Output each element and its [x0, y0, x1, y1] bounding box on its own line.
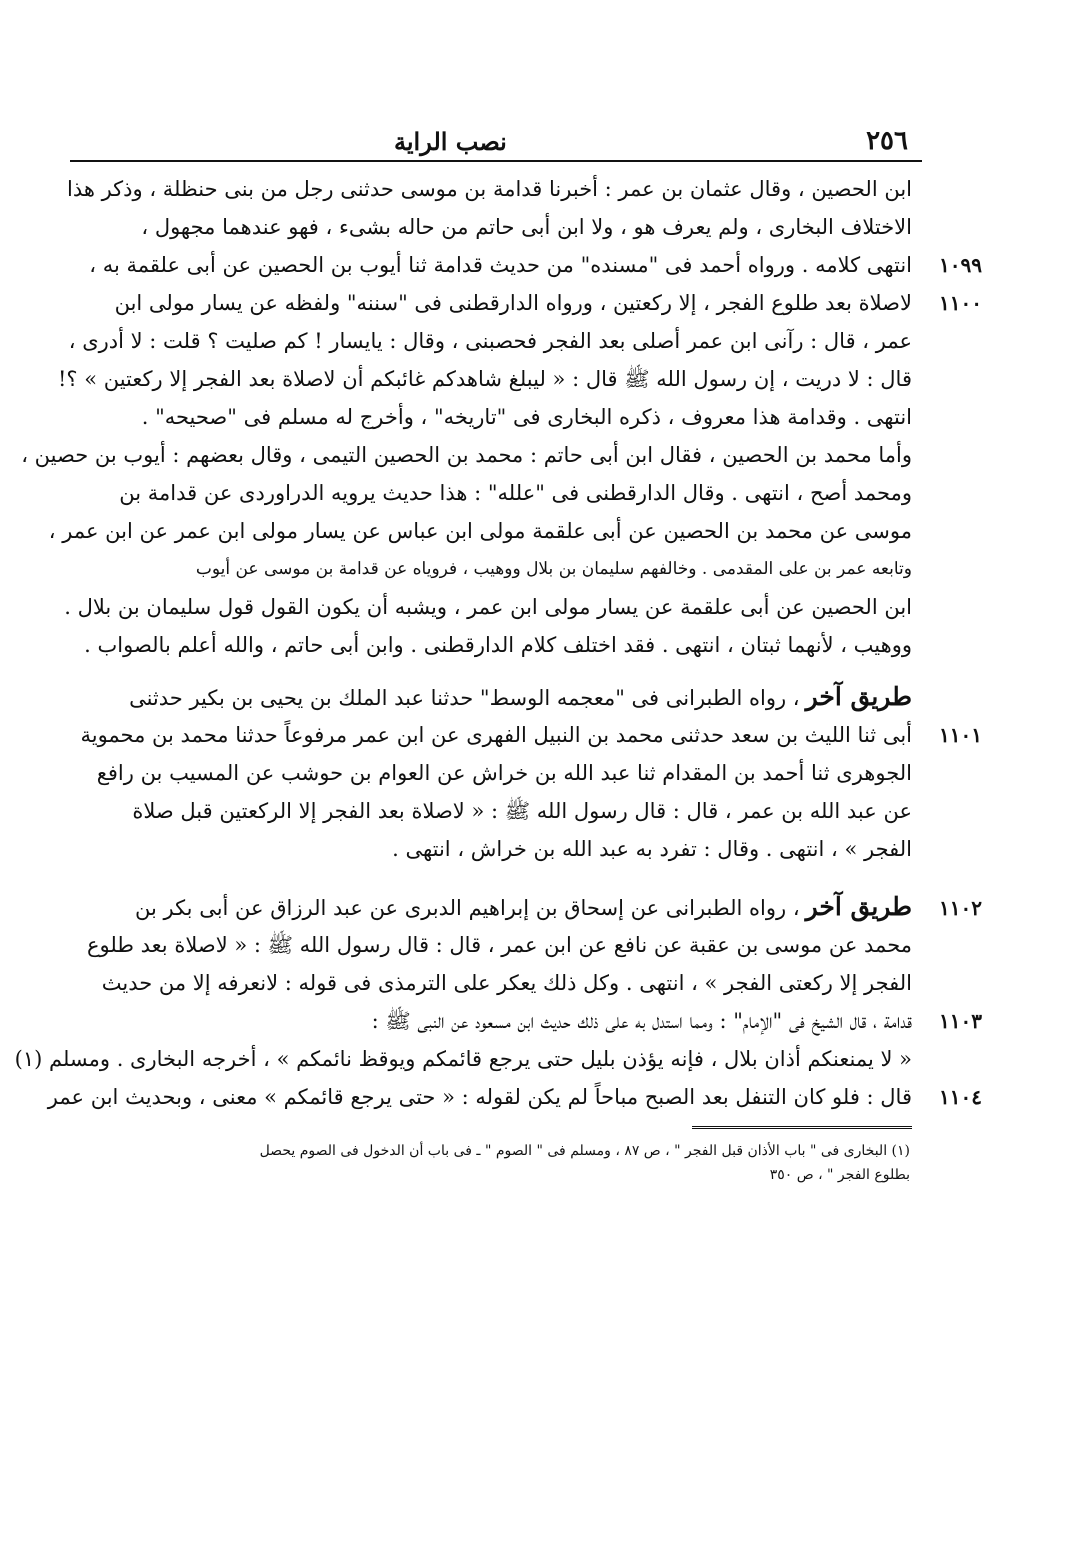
- section-lead: طريق آخر: [805, 892, 912, 921]
- line-content: قال : فلو كان التنفل بعد الصبح مباحاً لم يكن لقوله : « حتى يرجع قائمكم » معنى ، وبحديث ابن عمر: [47, 1085, 912, 1109]
- text-line: [70, 678, 912, 716]
- line-content: قال : لا دريت ، إن رسول الله ﷺ قال : « ليبلغ شاهدكم غائبكم أن لاصلاة بعد الفجر إلا ركعتين » ؟!: [57, 367, 912, 391]
- text-line: [70, 830, 912, 868]
- running-title: نصب الراية: [394, 127, 507, 156]
- line-text: [48, 1078, 912, 1116]
- line-content: الفجر » ، انتهى . وقال : تفرد به عبد الله بن خراش ، انتهى .: [392, 837, 912, 861]
- line-content: أبى ثنا الليث بن سعد حدثنى محمد بن النبيل الفهرى عن ابن عمر مرفوعاً حدثنا محمد بن محموية: [80, 723, 912, 747]
- line-content: وأما محمد بن الحصين ، فقال ابن أبى حاتم : محمد بن الحصين التيمى ، وقال بعضهم : أيوب بن حصين ،: [21, 443, 912, 467]
- footnote-line: (١) البخارى فى " باب الأذان قبل الفجر " ، ص ٨٧ ، ومسلم فى " الصوم " ـ فى باب أن الدخول فى الصوم يحصل: [259, 1143, 910, 1159]
- hadith-number: ١١٠٠: [939, 291, 982, 315]
- line-text: [15, 1040, 912, 1078]
- line-content: عن عبد الله بن عمر ، قال : قال رسول الله ﷺ : « لاصلاة بعد الفجر إلا الركعتين قبل صلاة: [132, 799, 912, 823]
- text-line: [70, 754, 912, 792]
- paragraph-gap: [70, 664, 912, 678]
- line-content: الفجر إلا ركعتى الفجر » ، انتهى . وكل ذلك يعكر على الترمذى فى قوله : لانعرفه إلا من حديث: [101, 971, 912, 995]
- text-line: [70, 792, 912, 830]
- page-number: ٢٥٦: [866, 126, 908, 156]
- section-lead: طريق آخر: [805, 682, 912, 711]
- line-content: الاختلاف البخارى ، ولم يعرف هو ، ولا ابن أبى حاتم من حاله بشىء ، فهو عندهما مجهول ،: [141, 215, 912, 239]
- line-content: انتهى . وقدامة هذا معروف ، ذكره البخارى فى "تاريخه" ، وأخرج له مسلم فى "صحيحه" .: [141, 405, 912, 429]
- line-text: [70, 716, 912, 754]
- line-text: [70, 246, 912, 284]
- text-line: [70, 716, 982, 754]
- paragraph-gap: [70, 868, 912, 888]
- line-content: ومحمد أصح ، انتهى . وقال الدارقطنى فى "علله" : هذا حديث يرويه الدراوردى عن قدامة بن: [119, 481, 912, 505]
- text-line: [70, 626, 912, 664]
- line-text: [70, 398, 912, 436]
- line-text: [58, 360, 912, 398]
- text-line: [70, 284, 982, 322]
- text-line: [57, 360, 912, 398]
- line-content: محمد عن موسى بن عقبة عن نافع عن ابن عمر ، قال : قال رسول الله ﷺ : « لاصلاة بعد طلوع: [86, 933, 912, 957]
- text-line: [70, 550, 912, 588]
- line-text: [69, 322, 912, 360]
- text-line: [70, 926, 912, 964]
- line-text: [70, 830, 912, 868]
- line-text: [70, 964, 912, 1002]
- hadith-number: ١٠٩٩: [939, 253, 982, 277]
- text-line: [70, 322, 912, 360]
- line-text: [70, 1002, 912, 1040]
- line-content: وتابعه عمر بن على المقدمى . وخالفهم سليمان بن بلال ووهيب ، فروياه عن قدامة بن موسى عن أيوب: [195, 559, 912, 579]
- text-line: [70, 208, 912, 246]
- line-text: [64, 588, 912, 626]
- line-text: [70, 626, 912, 664]
- hadith-number: ١١٠٢: [939, 896, 982, 920]
- line-content: الجوهرى ثنا أحمد بن المقدام ثنا عبد الله بن خراش عن العوام بن حوشب عن المسيب بن رافع: [96, 761, 912, 785]
- line-text: [70, 754, 912, 792]
- text-line: [47, 1078, 982, 1116]
- page-header: [70, 118, 912, 156]
- body-text: [14, 170, 982, 1116]
- text-line: [66, 170, 912, 208]
- line-content: ، رواه الطبرانى عن إسحاق بن إبراهيم الدبرى عن عبد الرزاق عن أبى بكر بن: [134, 896, 800, 920]
- line-text: [70, 678, 912, 717]
- line-content: ووهيب ، لأنهما ثبتان ، انتهى . فقد اختلف كلام الدارقطنى . وابن أبى حاتم ، والله أعلم بالصواب .: [84, 633, 912, 657]
- line-content: ، رواه الطبرانى فى "معجمه الوسط" حدثنا عبد الملك بن يحيى بن بكير حدثنى: [129, 686, 800, 710]
- line-text: [70, 208, 912, 246]
- line-text: [70, 926, 912, 964]
- line-text: [49, 512, 912, 550]
- footnote-line: بطلوع الفجر " ، ص ٣٥٠: [769, 1167, 910, 1183]
- line-content: موسى عن محمد بن الحصين عن أبى علقمة مولى ابن عباس عن يسار مولى ابن عمر عن ابن عمر ،: [48, 519, 912, 543]
- hadith-number: ١١٠٤: [939, 1085, 982, 1109]
- line-text: [70, 474, 912, 512]
- text-line: [70, 1002, 982, 1040]
- text-line: [21, 436, 912, 474]
- text-line: [70, 964, 912, 1002]
- line-text: [21, 436, 912, 474]
- line-text: [67, 170, 912, 208]
- hadith-number: ١١٠١: [939, 723, 982, 747]
- text-line: [64, 588, 912, 626]
- text-line: [70, 474, 912, 512]
- line-content: ابن الحصين عن أبى علقمة عن يسار مولى ابن عمر ، ويشبه أن يكون القول قول سليمان بن بلال .: [64, 595, 912, 619]
- text-line: [48, 512, 912, 550]
- line-content: ابن الحصين ، وقال عثمان بن عمر : أخبرنا قدامة بن موسى حدثنى رجل من بنى حنظلة ، وذكر هذا: [66, 177, 912, 201]
- line-text: [70, 284, 912, 322]
- line-text: [70, 550, 912, 588]
- footnote-rule: [692, 1126, 912, 1129]
- line-content: عمر ، قال : رآنى ابن عمر أصلى بعد الفجر فحصبنى ، وقال : يايسار ! كم صليت ؟ قلت : لا أدرى ،: [68, 329, 912, 353]
- book-page: [14, 118, 982, 1187]
- footnote: [70, 1139, 912, 1187]
- line-content: انتهى كلامه . ورواه أحمد فى "مسنده" من حديث قدامة ثنا أيوب بن الحصين عن أبى علقمة به ،: [89, 253, 912, 277]
- hadith-number: ١١٠٣: [939, 1009, 982, 1033]
- text-line: [70, 888, 982, 926]
- line-content: قدامة ، قال الشيخ فى "الإمام" : ومما استدل به على ذلك حديث ابن مسعود عن النبى ﷺ :: [371, 1009, 912, 1033]
- line-text: [70, 792, 912, 830]
- text-line: [14, 1040, 912, 1078]
- line-text: [70, 888, 912, 927]
- text-line: [70, 398, 912, 436]
- text-line: [70, 246, 982, 284]
- line-content: لاصلاة بعد طلوع الفجر ، إلا ركعتين ، ورواه الدارقطنى فى "سننه" ولفظه عن يسار مولى ابن: [114, 291, 912, 315]
- line-content: « لا يمنعنكم أذان بلال ، فإنه يؤذن بليل حتى يرجع قائمكم ويوقظ نائمكم » ، أخرجه البخارى . ومسلم (١): [14, 1047, 912, 1071]
- header-rule: [70, 160, 922, 162]
